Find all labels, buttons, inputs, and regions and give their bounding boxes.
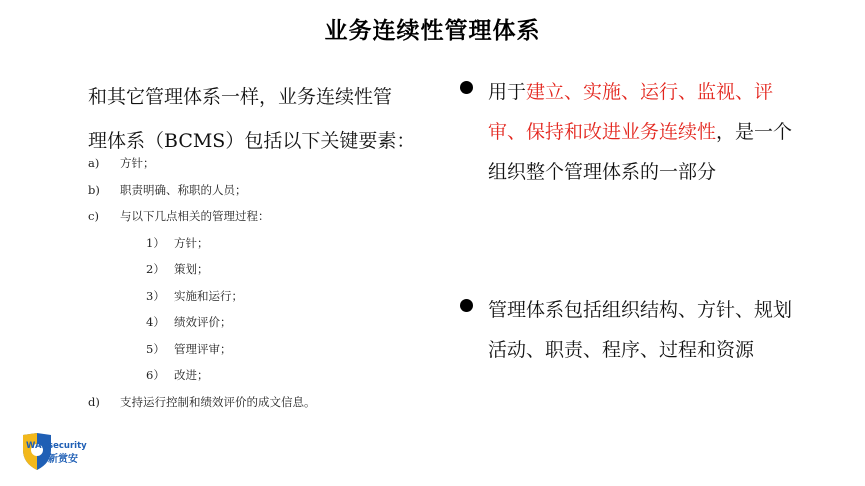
sublist-item-3 [88, 283, 468, 310]
sublist-text: 改进； [174, 368, 209, 382]
bullet-highlight: 建立、实施、运行、监视、评审、保持和改进业务连续性 [488, 81, 774, 143]
list-text: 职责明确、称职的人员； [120, 182, 247, 197]
sublist-item-6 [88, 362, 468, 389]
bullet-text: 管理体系包括组织结构、方针、规划活动、职责、程序、过程和资源 [488, 299, 793, 361]
sublist-text: 管理评审； [174, 341, 232, 356]
bullet-prefix: 用于 [488, 81, 527, 103]
sublist-text: 策划； [174, 262, 209, 276]
list-text: 支持运行控制和绩效评价的成文信息。 [120, 394, 316, 409]
list-item-d [88, 389, 468, 416]
list-item-a [88, 150, 468, 177]
logo-chinese: 新赏安 [48, 454, 78, 465]
sublist-item-4 [88, 309, 468, 336]
sublist-marker: 3） [146, 288, 165, 303]
intro-line-1: 和其它管理体系一样，业务连续性管 [88, 86, 393, 108]
sublist-item-1 [88, 230, 468, 257]
bullet-text [488, 72, 806, 192]
list-text: 方针； [120, 156, 155, 170]
intro-line-2: 理体系（BCMS）包括以下关键要素： [88, 130, 416, 152]
shield-logo-icon [20, 432, 90, 472]
list-marker: d) [88, 394, 100, 409]
list-text: 与以下几点相关的管理过程： [120, 209, 270, 223]
sublist-text: 绩效评价； [174, 315, 232, 329]
company-logo [20, 432, 90, 472]
sublist-marker: 5） [146, 341, 165, 356]
sublist-item-2 [88, 256, 468, 283]
list-marker: c) [88, 209, 99, 223]
elements-list [88, 150, 468, 415]
list-marker: b) [88, 182, 100, 197]
list-marker: a) [88, 156, 100, 170]
list-item-c [88, 203, 468, 230]
sublist-text: 实施和运行； [174, 288, 243, 303]
bullet-dot-icon [460, 81, 473, 94]
list-item-b [88, 177, 468, 204]
bullet-dot-icon [460, 299, 473, 312]
sublist-item-5 [88, 336, 468, 363]
logo-wordmark: WABsecurity [26, 441, 87, 451]
sublist-marker: 6） [146, 368, 165, 382]
bullet-suffix: ，是一个组织整个管理体系的一部分 [488, 121, 793, 183]
sublist-marker: 2） [146, 262, 165, 276]
sublist-text: 方针； [174, 235, 209, 250]
sublist-marker: 1） [146, 235, 165, 250]
sublist-marker: 4） [146, 315, 165, 329]
slide-title: 业务连续性管理体系 [324, 18, 541, 44]
